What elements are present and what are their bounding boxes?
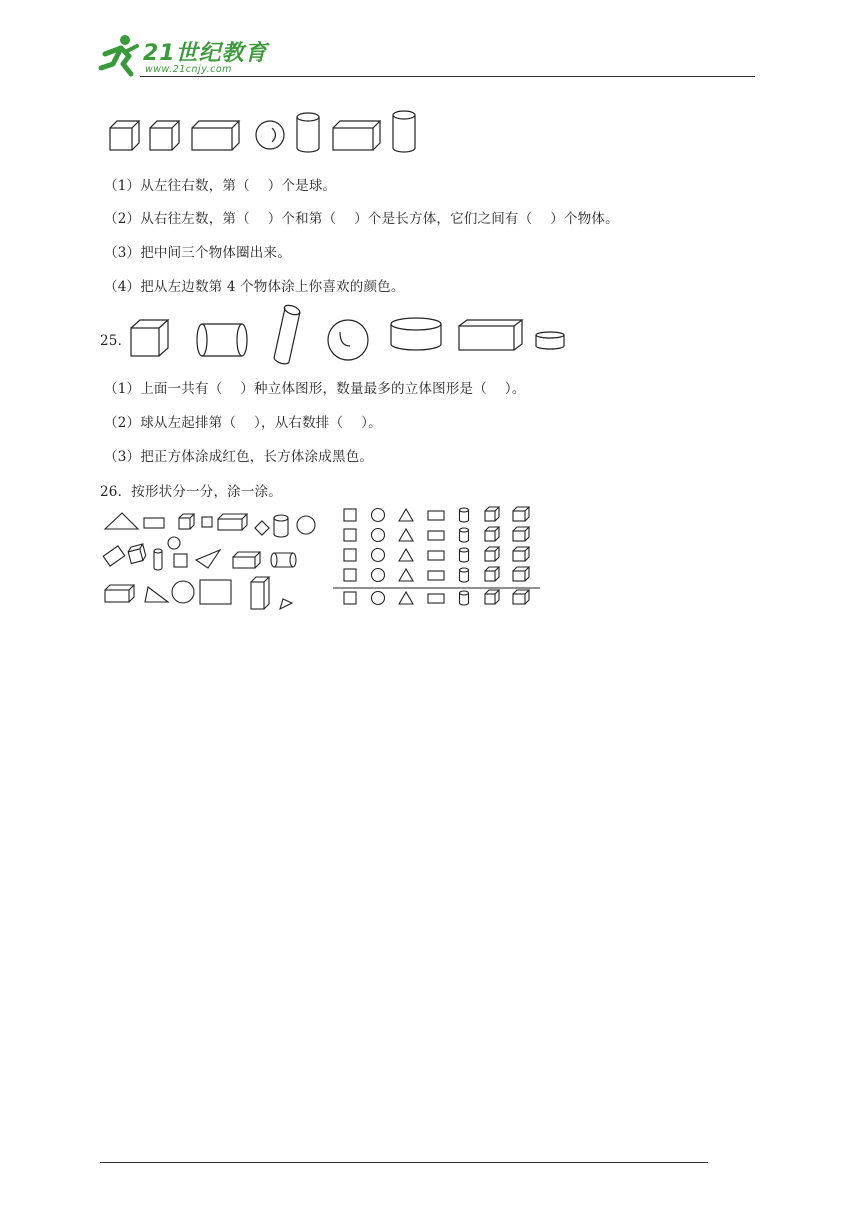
cuboid-shape	[333, 121, 380, 150]
cylinder-symbol	[460, 528, 469, 542]
cylinder-shape	[391, 318, 441, 350]
logo-runner-icon	[95, 34, 141, 76]
square-shape	[255, 521, 269, 535]
square-symbol	[344, 569, 356, 581]
cylinder-symbol	[460, 568, 469, 582]
circle-shape	[297, 516, 315, 534]
cylinder-shape	[154, 549, 162, 570]
page-header	[95, 32, 755, 82]
square-shape	[202, 517, 212, 527]
cuboid-symbol	[513, 590, 529, 604]
circle-symbol	[372, 592, 385, 605]
rectangle-shape	[103, 546, 125, 566]
cuboid-shape	[192, 121, 239, 150]
rectangle-symbol	[428, 531, 444, 540]
triangle-symbol	[399, 549, 413, 561]
square-symbol	[344, 509, 356, 521]
triangle-symbol	[399, 529, 413, 541]
circle-shape	[168, 537, 180, 549]
triangle-shape	[145, 587, 168, 602]
square-shape	[174, 554, 187, 567]
cuboid-shape	[251, 577, 269, 609]
cylinder-shape	[274, 304, 301, 364]
sphere-shape	[256, 121, 284, 149]
rectangle-symbol	[428, 571, 444, 580]
circle-symbol	[372, 569, 385, 582]
rectangle-symbol	[428, 594, 444, 603]
q24-item-4: （4）把从左边数第 4 个物体涂上你喜欢的颜色。	[104, 279, 405, 295]
q25-shapes	[126, 300, 576, 370]
cube-symbol	[485, 527, 499, 541]
q24-item-2: （2）从右往左数，第（ ）个和第（ ）个是长方体，它们之间有（ ）个物体。	[104, 211, 619, 227]
square-symbol	[344, 592, 356, 604]
cuboid-shape	[105, 585, 134, 602]
triangle-shape	[105, 513, 138, 529]
triangle-symbol	[399, 592, 413, 604]
logo-url: www.21cnjy.com	[145, 64, 232, 75]
cylinder-symbol	[460, 548, 469, 562]
cuboid-symbol	[513, 507, 529, 521]
cube-shape	[179, 514, 194, 529]
logo-text: 21世纪教育	[143, 41, 268, 66]
cube-symbol	[485, 567, 499, 581]
q26-mixed-shapes	[100, 506, 325, 612]
q25-item-1: （1）上面一共有（ ）种立体图形，数量最多的立体图形是（ ）。	[104, 381, 526, 397]
cube-symbol	[485, 547, 499, 561]
cylinder-shape	[197, 324, 247, 356]
cube-shape	[127, 544, 147, 564]
square-symbol	[344, 549, 356, 561]
cube-symbol	[485, 507, 499, 521]
cube-symbol	[485, 590, 499, 604]
rectangle-symbol	[428, 551, 444, 560]
q25-item-2: （2）球从左起排第（ ），从右数排（ ）。	[104, 415, 382, 431]
square-symbol	[344, 529, 356, 541]
q24-item-1: （1）从左往右数，第（ ）个是球。	[104, 178, 337, 194]
circle-symbol	[372, 509, 385, 522]
header-rule	[140, 76, 755, 77]
q24-shapes	[100, 106, 430, 158]
rectangle-symbol	[428, 511, 444, 520]
rectangle-shape	[144, 518, 164, 528]
triangle-symbol	[399, 569, 413, 581]
cylinder-shape	[393, 111, 415, 152]
cube-shape	[131, 320, 168, 356]
circle-symbol	[372, 529, 385, 542]
cylinder-shape	[536, 332, 564, 349]
q25-item-3: （3）把正方体涂成红色，长方体涂成黑色。	[104, 449, 374, 465]
cube-shape	[150, 121, 179, 150]
cylinder-symbol	[460, 591, 469, 605]
cylinder-shape	[297, 113, 319, 152]
q26-title: 26．按形状分一分，涂一涂。	[100, 484, 282, 500]
cuboid-shape	[459, 320, 522, 350]
rectangle-shape	[200, 580, 231, 604]
cylinder-symbol	[460, 508, 469, 522]
cuboid-symbol	[513, 527, 529, 541]
circle-symbol	[372, 549, 385, 562]
triangle-shape	[196, 550, 220, 568]
cube-shape	[110, 121, 139, 150]
cylinder-shape	[271, 553, 296, 567]
triangle-symbol	[399, 509, 413, 521]
circle-shape	[172, 581, 194, 603]
q25-number: 25．	[100, 333, 132, 349]
cylinder-shape	[274, 515, 288, 537]
cuboid-shape	[218, 514, 247, 530]
footer-rule	[100, 1162, 708, 1163]
q26-tally-grid	[330, 506, 545, 608]
triangle-shape	[280, 599, 292, 609]
cuboid-symbol	[513, 547, 529, 561]
q24-item-3: （3）把中间三个物体圈出来。	[104, 245, 291, 261]
sphere-shape	[328, 320, 368, 360]
cuboid-symbol	[513, 567, 529, 581]
cuboid-shape	[233, 552, 260, 568]
